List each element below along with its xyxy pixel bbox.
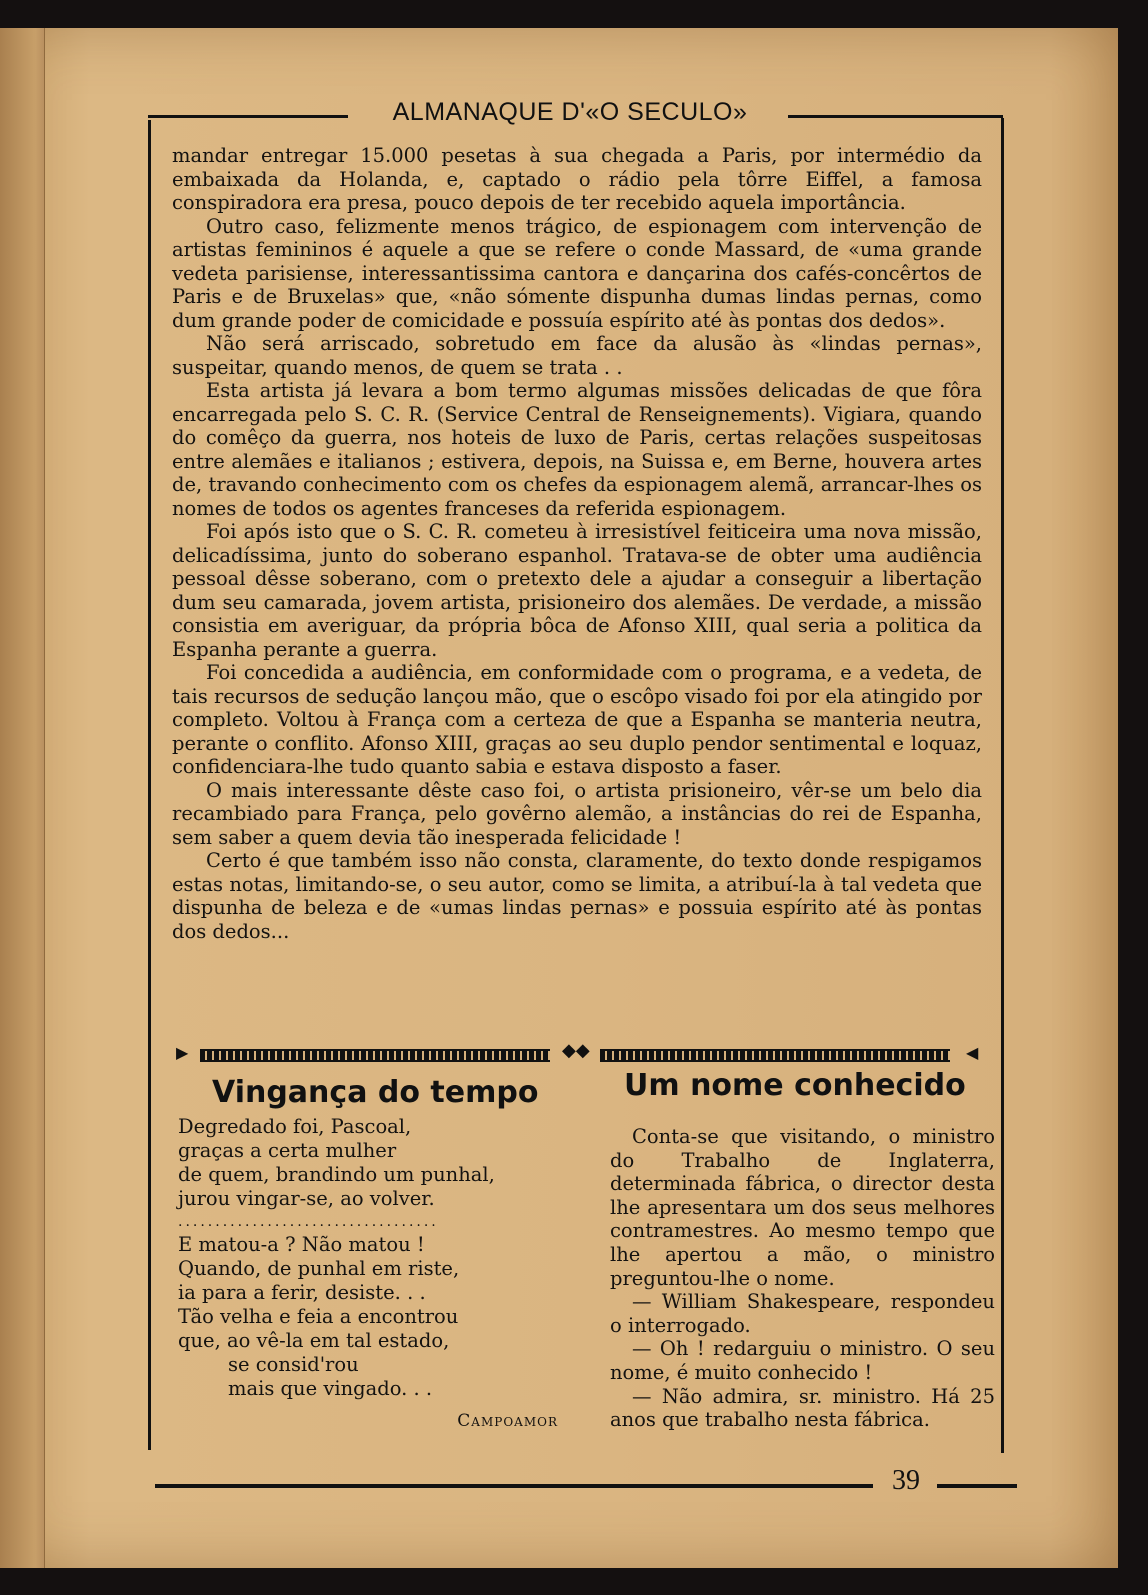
footer-rule-left bbox=[155, 1484, 873, 1488]
anecdote-title: Um nome conhecido bbox=[624, 1068, 966, 1103]
article-paragraph: Esta artista já levara a bom termo algumas missões delicadas de que fôra encarregada pelo S. C. R. (Service Central de Renseignements). Vigiara, quando do comêço da guerra, nos hoteis de luxo de Paris, certas relações suspeitosas entre alemães e italianos ; estivera, depois, na Suissa e, em Berne, houvera artes de, travando conhecimento com os chefes da espionagem alemã, arrancar-lhes os nomes de todos os agentes franceses da referida espionagem. bbox=[172, 379, 982, 520]
poem bbox=[178, 1115, 558, 1433]
running-header bbox=[148, 98, 1003, 128]
divider-band-right bbox=[600, 1049, 950, 1062]
article-paragraph: mandar entregar 15.000 pesetas à sua chegada a Paris, por intermédio da embaixada da Holanda, e, captado o rádio pela tôrre Eiffel, a famosa conspiradora era presa, pouco depois de ter recebido aquela importância. bbox=[172, 144, 982, 214]
article-paragraph: O mais interessante dêste caso foi, o artista prisioneiro, vêr-se um belo dia recambiado para França, pelo govêrno alemão, a instâncias do rei de Espanha, sem saber a quem devia tão inesperada felicidade ! bbox=[172, 778, 982, 849]
frame-rule-left bbox=[148, 120, 151, 1450]
poem-line: ia para a ferir, desiste. . . bbox=[178, 1281, 426, 1304]
main-article bbox=[172, 144, 982, 943]
poem-line: Quando, de punhal em riste, bbox=[178, 1257, 460, 1280]
anecdote-paragraph: — William Shakespeare, respondeu o interrogado. bbox=[610, 1290, 995, 1337]
triangle-right-icon: ▶ bbox=[176, 1043, 189, 1062]
anecdote-paragraph: — Oh ! redarguiu o ministro. O seu nome, é muito conhecido ! bbox=[610, 1337, 995, 1384]
poem-title: Vingança do tempo bbox=[212, 1075, 539, 1110]
anecdote bbox=[610, 1125, 995, 1432]
anecdote-paragraph: Conta-se que visitando, o ministro do Trabalho de Inglaterra, determinada fábrica, o director desta lhe apresentara um dos seus melhores contramestres. Ao mesmo tempo que lhe apertou a mão, o ministro preguntou-lhe o nome. bbox=[610, 1125, 995, 1290]
poem-line: graças a certa mulher bbox=[178, 1139, 397, 1162]
poem-line: de quem, brandindo um punhal, bbox=[178, 1163, 495, 1186]
poem-line: E matou-a ? Não matou ! bbox=[178, 1233, 425, 1256]
page-binding-edge bbox=[0, 28, 45, 1568]
poem-line: jurou vingar-se, ao volver. bbox=[178, 1187, 435, 1210]
divider-band-left bbox=[200, 1049, 550, 1062]
frame-rule-right bbox=[1001, 118, 1004, 1453]
article-paragraph: Não será arriscado, sobretudo em face da alusão às «lindas pernas», suspeitar, quando menos, de quem se trata . . bbox=[172, 332, 982, 379]
diamond-icon: ◆◆ bbox=[562, 1040, 590, 1061]
article-paragraph: Foi após isto que o S. C. R. cometeu à irresistível feiticeira uma nova missão, delicadíssima, junto do soberano espanhol. Tratava-se de obter uma audiência pessoal dêsse soberano, com o pretexto dele a ajudar a conseguir a libertação dum seu camarada, jovem artista, prisioneiro dos alemães. De verdade, a missão consistia em averiguar, da própria bôca de Afonso XIII, qual seria a politica da Espanha perante a guerra. bbox=[172, 520, 982, 661]
poem-separator: ................................... bbox=[178, 1214, 439, 1230]
article-paragraph: Foi concedida a audiência, em conformidade com o programa, e a vedeta, de tais recursos de sedução lançou mão, que o escôpo visado foi por ela atingido por completo. Voltou à França com a certeza de que a Espanha se manteria neutra, perante o conflito. Afonso XIII, graças ao seu duplo pendor sentimental e loquaz, confidenciara-lhe tudo quanto sabia e estava disposto a faser. bbox=[172, 661, 982, 778]
article-paragraph: Certo é que também isso não consta, claramente, do texto donde respigamos estas notas, limitando-se, o seu autor, como se limita, a atribuí-la à tal vedeta que dispunha de beleza e de «umas lindas pernas» e possuia espírito até às pontas dos dedos... bbox=[172, 849, 982, 943]
poem-author: Campoamor bbox=[457, 1411, 558, 1431]
poem-line: Degredado foi, Pascoal, bbox=[178, 1115, 412, 1138]
footer-rule-right bbox=[937, 1484, 1017, 1488]
header-rule-right bbox=[788, 115, 1003, 118]
header-rule-left bbox=[148, 115, 348, 118]
anecdote-paragraph: — Não admira, sr. ministro. Há 25 anos que trabalho nesta fábrica. bbox=[610, 1384, 995, 1432]
poem-line: Tão velha e feia a encontrou bbox=[178, 1305, 459, 1328]
triangle-left-icon: ◀ bbox=[966, 1043, 979, 1062]
header-title: ALMANAQUE D'«O SECULO» bbox=[392, 98, 748, 126]
poem-line: se consid'rou bbox=[228, 1353, 359, 1376]
page-number: 39 bbox=[892, 1465, 920, 1496]
poem-line: que, ao vê-la em tal estado, bbox=[178, 1329, 450, 1352]
article-paragraph: Outro caso, felizmente menos trágico, de espionagem com intervenção de artistas femininos é aquele a que se refere o conde Massard, de «uma grande vedeta parisiense, interessantissima cantora e dançarina dos cafés-concêrtos de Paris e de Bruxelas» que, «não sómente dispunha dumas lindas pernas, como dum grande poder de comicidade e possuía espírito até às pontas dos dedos». bbox=[172, 214, 982, 332]
poem-line: mais que vingado. . . bbox=[228, 1377, 433, 1400]
